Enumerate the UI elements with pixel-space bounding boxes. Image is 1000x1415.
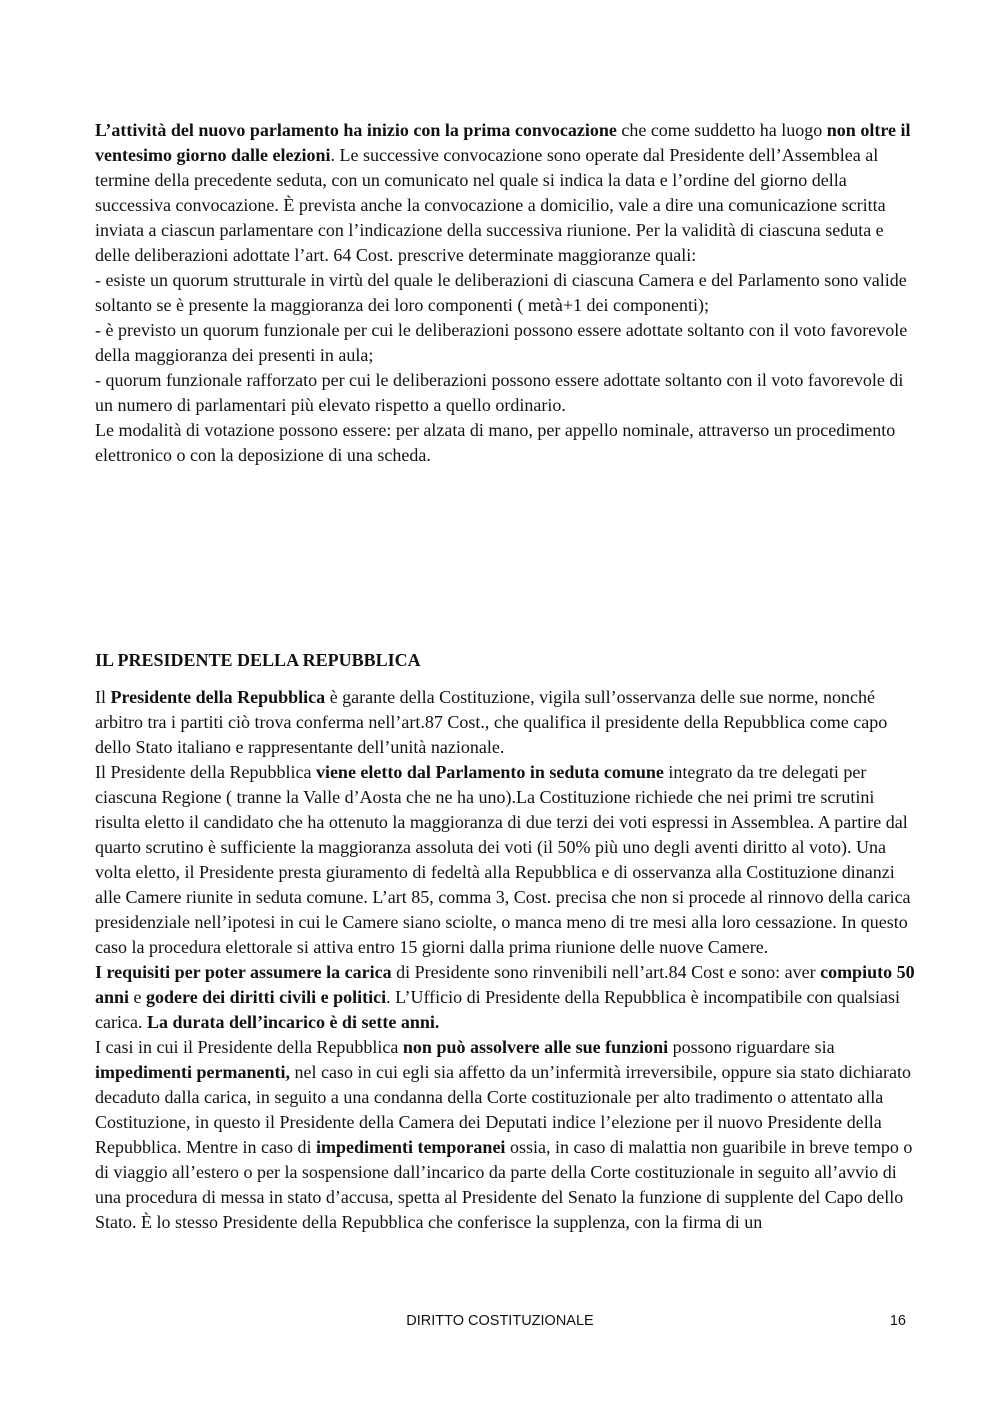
paragraph: [95, 760, 915, 960]
text: . L’Ufficio di Presidente della Repubblica è incompatibile con qualsiasi carica.: [95, 987, 901, 1032]
text: e: [129, 987, 147, 1007]
page-number: 16: [889, 1313, 906, 1329]
paragraph: [95, 118, 915, 268]
paragraph: - esiste un quorum strutturale in virtù del quale le deliberazioni di ciascuna Camera e del Parlamento sono valide soltanto se è presente la maggioranza dei loro componenti ( metà+1 dei componenti);: [95, 270, 907, 315]
bold-text: Presidente della Repubblica: [110, 687, 326, 707]
text: Il: [95, 687, 111, 707]
bold-text: godere dei diritti civili e politici: [146, 987, 387, 1007]
text: . Le successive convocazione sono operate dal Presidente dell’Assemblea al termine della precedente seduta, con un comunicato nel quale si indica la data e l’ordine del giorno della successiva convocazione. È prevista anche la convocazione a domicilio, vale a dire una comunicazione scritta inviata a ciascun parlamentare con l’indicazione della successiva riunione. Per la validità di ciascuna seduta e delle deliberazioni adottate l’art. 64 Cost. prescrive determinate maggioranze quali:: [95, 145, 886, 265]
text: ossia, in caso di malattia non guaribile in breve tempo o di viaggio all’estero o per la sospensione dall’incarico da parte della Corte costituzionale in seguito all’avvio di una procedura di messa in stato d’accusa, spetta al Presidente del Senato la funzione di supplente del Capo dello Stato. È lo stesso Presidente della Repubblica che conferisce la supplenza, con la firma di un: [95, 1137, 913, 1232]
bold-text: impedimenti temporanei: [315, 1137, 506, 1157]
paragraph: [95, 1035, 915, 1235]
text: possono riguardare sia: [668, 1037, 835, 1057]
bold-text: impedimenti permanenti,: [95, 1062, 290, 1082]
text: che come suddetto ha luogo: [616, 120, 827, 140]
bold-text: viene eletto dal Parlamento in seduta comune: [315, 762, 664, 782]
paragraph: - quorum funzionale rafforzato per cui le deliberazioni possono essere adottate soltanto con il voto favorevole di un numero di parlamentari più elevato rispetto a quello ordinario.: [95, 370, 904, 415]
text: I casi in cui il Presidente della Repubblica: [95, 1037, 403, 1057]
paragraph: Le modalità di votazione possono essere: per alzata di mano, per appello nominale, attraverso un procedimento elettronico o con la deposizione di una scheda.: [95, 420, 896, 465]
bold-text: L’attività del nuovo parlamento ha inizio con la prima convocazione: [95, 120, 617, 140]
text: Il Presidente della Repubblica: [95, 762, 316, 782]
text: nel caso in cui egli sia affetto da un’infermità irreversibile, oppure sia stato dichiarato decaduto dalla carica, in seguito a una condanna della Corte costituzionale per alto tradimento o attentato alla Costituzione, in questo il Presidente della Camera dei Deputati indice l’elezione per il nuovo Presidente della Repubblica. Mentre in caso di: [95, 1062, 911, 1157]
bold-text: non può assolvere alle sue funzioni: [402, 1037, 669, 1057]
paragraph: [95, 960, 915, 1035]
text: di Presidente sono rinvenibili nell’art.84 Cost e sono: aver: [391, 962, 821, 982]
section-heading: IL PRESIDENTE DELLA REPUBBLICA: [95, 650, 421, 670]
bold-text: I requisiti per poter assumere la carica: [95, 962, 392, 982]
section-parliament-activity: [95, 118, 915, 468]
text: è garante della Costituzione, vigila sull’osservanza delle sue norme, nonché arbitro tra i partiti ciò trova conferma nell’art.87 Cost., che qualifica il presidente della Repubblica come capo dello Stato italiano e rappresentante dell’unità nazionale.: [95, 687, 888, 757]
section-president: [95, 685, 915, 1235]
text: integrato da tre delegati per ciascuna Regione ( tranne la Valle d’Aosta che ne ha uno).La Costituzione richiede che nei primi tre scrutini risulta eletto il candidato che ha ottenuto la maggioranza di due terzi dei voti espressi in Assemblea. A partire dal quarto scrutino è sufficiente la maggioranza assoluta dei voti (il 50% più uno degli aventi diritto al voto). Una volta eletto, il Presidente presta giuramento di fedeltà alla Repubblica e di osservanza alla Costituzione dinanzi alle Camere riunite in seduta comune. L’art 85, comma 3, Cost. precisa che non si procede al rinnovo della carica presidenziale nell’ipotesi in cui le Camere siano sciolte, o manca meno di tre mesi alla loro cessazione. In questo caso la procedura elettorale si attiva entro 15 giorni dalla prima riunione delle nuove Camere.: [95, 762, 911, 957]
footer-title: DIRITTO COSTITUZIONALE: [406, 1313, 594, 1329]
paragraph: - è previsto un quorum funzionale per cui le deliberazioni possono essere adottate soltanto con il voto favorevole della maggioranza dei presenti in aula;: [95, 320, 908, 365]
bold-text: compiuto 50 anni: [95, 962, 915, 1007]
bold-text: non oltre il ventesimo giorno dalle elezioni: [95, 120, 911, 165]
bold-text: La durata dell’incarico è di sette anni.: [146, 1012, 440, 1032]
paragraph: [95, 685, 915, 760]
